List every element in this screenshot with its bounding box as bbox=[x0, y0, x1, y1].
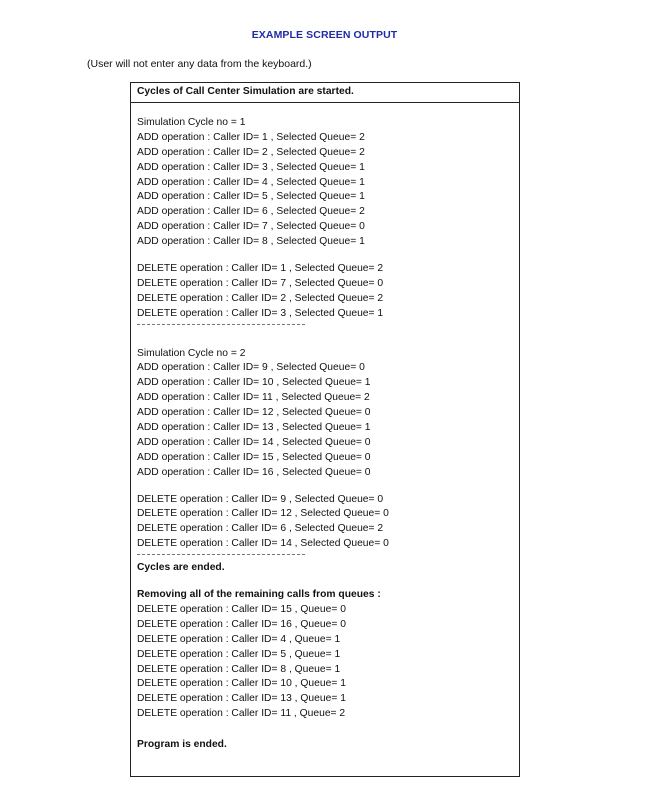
log-line: ADD operation : Caller ID= 14 , Selected Queue= 0 bbox=[137, 436, 371, 448]
log-line: ADD operation : Caller ID= 8 , Selected Queue= 1 bbox=[137, 236, 365, 248]
log-line: ADD operation : Caller ID= 1 , Selected Queue= 2 bbox=[137, 131, 365, 143]
page-title: EXAMPLE SCREEN OUTPUT bbox=[251, 29, 398, 41]
log-line: DELETE operation : Caller ID= 16 , Queue= 0 bbox=[137, 618, 346, 630]
log-line: DELETE operation : Caller ID= 12 , Selected Queue= 0 bbox=[137, 508, 389, 520]
log-line: ADD operation : Caller ID= 4 , Selected Queue= 1 bbox=[137, 176, 365, 188]
separator-line bbox=[137, 554, 305, 561]
log-line: DELETE operation : Caller ID= 13 , Queue= 1 bbox=[137, 693, 346, 705]
log-line: ADD operation : Caller ID= 13 , Selected Queue= 1 bbox=[137, 422, 371, 434]
log-line: DELETE operation : Caller ID= 9 , Selected Queue= 0 bbox=[137, 493, 384, 505]
output-header: Cycles of Call Center Simulation are started. bbox=[131, 83, 519, 103]
log-line: ADD operation : Caller ID= 15 , Selected Queue= 0 bbox=[137, 451, 371, 463]
log-line: DELETE operation : Caller ID= 6 , Selected Queue= 2 bbox=[137, 523, 384, 535]
removing-heading: Removing all of the remaining calls from queues : bbox=[137, 589, 381, 601]
log-line: ADD operation : Caller ID= 3 , Selected Queue= 1 bbox=[137, 161, 365, 173]
log-line: ADD operation : Caller ID= 16 , Selected Queue= 0 bbox=[137, 466, 371, 478]
log-line: DELETE operation : Caller ID= 11 , Queue= 2 bbox=[137, 708, 346, 720]
log-line: DELETE operation : Caller ID= 2 , Selected Queue= 2 bbox=[137, 292, 384, 304]
log-line: DELETE operation : Caller ID= 10 , Queue= 1 bbox=[137, 678, 346, 690]
log-line: DELETE operation : Caller ID= 1 , Selected Queue= 2 bbox=[137, 263, 384, 275]
log-line: ADD operation : Caller ID= 6 , Selected Queue= 2 bbox=[137, 206, 365, 218]
log-line: ADD operation : Caller ID= 10 , Selected Queue= 1 bbox=[137, 377, 371, 389]
log-line: DELETE operation : Caller ID= 14 , Selected Queue= 0 bbox=[137, 538, 389, 550]
output-box bbox=[130, 82, 520, 777]
log-line: DELETE operation : Caller ID= 8 , Queue= 1 bbox=[137, 663, 341, 675]
log-line: ADD operation : Caller ID= 11 , Selected Queue= 2 bbox=[137, 392, 370, 404]
cycles-ended-text: Cycles are ended. bbox=[137, 562, 225, 574]
log-line: ADD operation : Caller ID= 2 , Selected Queue= 2 bbox=[137, 146, 365, 158]
log-line: ADD operation : Caller ID= 5 , Selected Queue= 1 bbox=[137, 191, 365, 203]
program-ended-text: Program is ended. bbox=[137, 739, 227, 751]
cycle-heading: Simulation Cycle no = 2 bbox=[137, 347, 246, 359]
cycle-heading: Simulation Cycle no = 1 bbox=[137, 117, 246, 128]
log-line: DELETE operation : Caller ID= 4 , Queue= 1 bbox=[137, 633, 341, 645]
log-line: ADD operation : Caller ID= 7 , Selected Queue= 0 bbox=[137, 221, 365, 233]
log-line: ADD operation : Caller ID= 9 , Selected Queue= 0 bbox=[137, 362, 365, 374]
instruction-note: (User will not enter any data from the keyboard.) bbox=[87, 58, 312, 70]
log-line: DELETE operation : Caller ID= 3 , Selected Queue= 1 bbox=[137, 307, 384, 319]
log-line: DELETE operation : Caller ID= 7 , Selected Queue= 0 bbox=[137, 277, 384, 289]
log-line: DELETE operation : Caller ID= 5 , Queue= 1 bbox=[137, 648, 341, 660]
output-content bbox=[131, 103, 519, 753]
log-line: DELETE operation : Caller ID= 15 , Queue= 0 bbox=[137, 603, 346, 615]
separator-line bbox=[137, 324, 305, 331]
log-line: ADD operation : Caller ID= 12 , Selected Queue= 0 bbox=[137, 407, 371, 419]
